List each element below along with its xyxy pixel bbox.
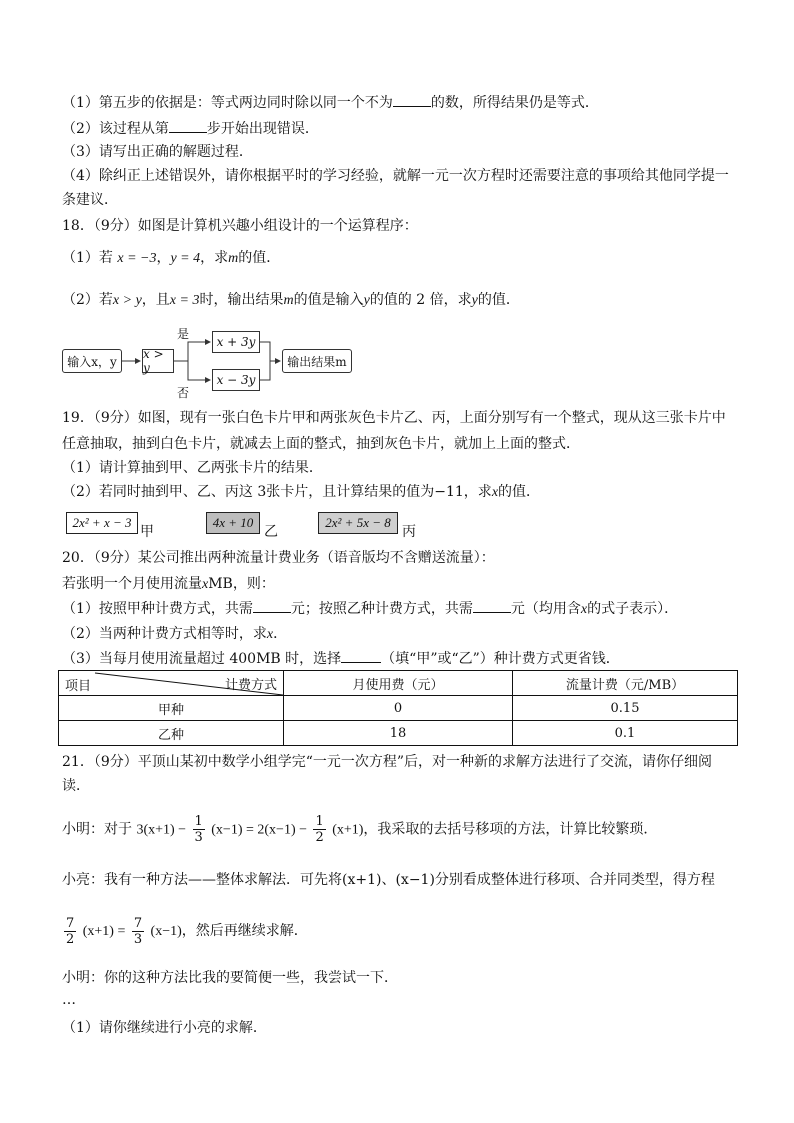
q19-p2-text: （2）若同时抽到甲、乙、丙这 3张卡片，且计算结果的值为−11，求 xyxy=(62,484,492,500)
q20-part3 xyxy=(62,648,620,669)
flow-output-box: 输出结果m xyxy=(282,349,352,373)
flow-yes-label: 是 xyxy=(177,327,190,341)
q18-p2-t6: 的值． xyxy=(477,292,520,308)
fraction-one-third xyxy=(193,814,205,845)
ellipsis: … xyxy=(62,992,76,1008)
q19-p2-end: 的值． xyxy=(498,484,541,500)
q21-heading-cont: 读． xyxy=(62,778,90,794)
row-rate: 0.15 xyxy=(513,696,738,721)
q17-part1 xyxy=(62,92,599,113)
q18-heading: 18．（9分）如图是计算机兴趣小组设计的一个运算程序： xyxy=(62,218,418,234)
table-header-row xyxy=(59,671,738,696)
card-yi: 4x + 10 xyxy=(206,512,260,534)
flow-input-box: 输入x，y xyxy=(62,349,122,373)
answer-blank[interactable] xyxy=(253,598,291,613)
q20-l2-x: x xyxy=(202,577,209,592)
q20-p3-end: （填“甲”或“乙”）种计费方式更省钱． xyxy=(381,651,620,667)
row-fee: 0 xyxy=(284,696,513,721)
q17-part4-cont: 条建议． xyxy=(62,192,118,208)
q17-part1-text: （1）第五步的依据是：等式两边同时除以同一个不为 xyxy=(62,95,393,111)
q20-p3-text: （3）当每月使用流量超过 400MB 时，选择 xyxy=(62,651,342,667)
q19-line2: 任意抽取，抽到白色卡片，就减去上面的整式，抽到灰色卡片，就加上上面的整式． xyxy=(62,436,580,452)
table-row xyxy=(59,696,738,721)
frac-num: 7 xyxy=(133,915,143,931)
q18-part1 xyxy=(62,248,280,269)
q18-p1-text2: ，求 xyxy=(200,250,229,266)
q18-p2-m: m xyxy=(283,293,294,308)
row-rate: 0.1 xyxy=(513,721,738,746)
q18-p2-t3: 时，输出结果 xyxy=(199,292,284,308)
q20-p1-x: x xyxy=(580,602,588,617)
q17-part3: （3）请写出正确的解题过程． xyxy=(62,144,253,160)
q20-line2 xyxy=(62,574,275,595)
q18-p1-m: m xyxy=(228,251,239,266)
row-name: 乙种 xyxy=(59,721,284,746)
q18-p2-t5: 的值的 2 倍，求 xyxy=(369,292,472,308)
answer-blank[interactable] xyxy=(473,598,511,613)
diag-left-label: 项目 xyxy=(65,679,92,694)
table-row xyxy=(59,721,738,746)
xl2-expr1: (x+1) = xyxy=(82,924,126,939)
answer-blank[interactable] xyxy=(169,118,207,133)
xiaoliang-line2 xyxy=(62,914,308,949)
frac-den: 2 xyxy=(66,931,75,947)
diag-right-label: 计费方式 xyxy=(224,678,277,693)
q18-p1-x: x = −3 xyxy=(117,251,157,266)
q18-p2-x: x = 3 xyxy=(169,293,200,308)
col-header-rate: 流量计费（元/MB） xyxy=(513,671,738,696)
q19-p2-x: x xyxy=(491,485,499,500)
q17-part4: （4）除纠正上述错误外，请你根据平时的学习经验，就解一元一次方程时还需要注意的事项给其他同学提一 xyxy=(62,168,729,184)
xm1-expr1: 3(x+1) − xyxy=(136,822,187,838)
q17-part2-text: （2）该过程从第 xyxy=(62,121,169,137)
xl2-end: ，然后再继续求解． xyxy=(181,923,308,939)
flow-no-label: 否 xyxy=(177,386,190,400)
q20-p2-end: ． xyxy=(273,626,288,642)
q21-heading: 21．（9分）平顶山某初中数学小组学完“一元一次方程”后，对一种新的求解方法进行了交流，请你仔细阅 xyxy=(62,754,713,770)
q19-part1: （1）请计算抽到甲、乙两张卡片的结果． xyxy=(62,460,323,476)
program-flowchart xyxy=(62,322,362,402)
q20-heading: 20．（9分）某公司推出两种流量计费业务（语音版均不含赠送流量）： xyxy=(62,550,495,566)
q17-part1-text-end: 的数，所得结果仍是等式． xyxy=(430,95,599,111)
fraction-seven-third xyxy=(132,916,144,947)
frac-den: 2 xyxy=(315,830,324,845)
flow-bottom-formula: x − 3y xyxy=(212,369,260,391)
xiaoming-line1 xyxy=(62,814,657,846)
q18-p2-y: y xyxy=(363,293,370,308)
xiaoliang-line1: 小亮：我有一种方法——整体求解法．可先将(x+1)、(x−1)分别看成整体进行移项、合并同类型，得方程 xyxy=(62,872,715,888)
q18-p2-y2: y xyxy=(471,293,478,308)
billing-table xyxy=(58,670,738,746)
q19-line1: 19．（9分）如图，现有一张白色卡片甲和两张灰色卡片乙、丙，上面分别写有一个整式，现从这三张卡片中 xyxy=(62,410,726,426)
q20-l2-text: 若张明一个月使用流量 xyxy=(62,576,202,592)
frac-den: 3 xyxy=(133,931,143,947)
q20-p2-x: x xyxy=(266,627,274,642)
col-header-fee: 月使用费（元） xyxy=(284,671,513,696)
q20-p1-end: 的式子表示）． xyxy=(587,601,679,617)
fraction-one-half xyxy=(313,814,325,845)
xiaoming-line2: 小明：你的这种方法比我的要简便一些，我尝试一下． xyxy=(62,970,398,986)
frac-num: 7 xyxy=(66,915,75,931)
q19-part2 xyxy=(62,482,540,503)
q17-part2 xyxy=(62,118,319,139)
frac-num: 1 xyxy=(194,814,203,829)
q20-p1-text2: 元；按照乙种计费方式，共需 xyxy=(290,601,473,617)
q17-part2-text-end: 步开始出现错误． xyxy=(206,121,319,137)
q18-p1-text3: 的值． xyxy=(238,250,281,266)
q18-p2-cond: x > y xyxy=(112,293,142,308)
q20-p1-text: （1）按照甲种计费方式，共需 xyxy=(62,601,253,617)
q18-p1-comma: ， xyxy=(156,250,171,266)
answer-blank[interactable] xyxy=(341,648,381,663)
q20-part2 xyxy=(62,624,287,645)
answer-blank[interactable] xyxy=(393,92,431,107)
row-fee: 18 xyxy=(284,721,513,746)
q20-p1-text3: 元（均用含 xyxy=(510,601,581,617)
q20-part1 xyxy=(62,598,678,620)
xm1-end: ，我采取的去括号移项的方法，计算比较繁琐． xyxy=(363,821,658,838)
fraction-seven-half xyxy=(64,916,76,947)
q18-p2-t2: ，且 xyxy=(141,292,170,308)
xl2-expr2: (x−1) xyxy=(150,924,182,939)
xm1-text: 小明：对于 xyxy=(62,821,132,838)
flow-condition-box: x > y xyxy=(142,349,174,373)
xm1-expr3: (x+1) xyxy=(332,822,364,838)
q18-p1-y: y = 4 xyxy=(170,251,201,266)
q20-l2-end: MB，则： xyxy=(208,576,275,592)
flow-top-formula: x + 3y xyxy=(212,331,260,353)
xm1-expr2: (x−1) = 2(x−1) − xyxy=(211,822,307,838)
card-jia: 2x² + x − 3 xyxy=(66,512,138,534)
q18-p1-text: （1）若 xyxy=(62,250,118,266)
diagonal-header-cell xyxy=(59,671,284,696)
q21-part1: （1）请你继续进行小亮的求解． xyxy=(62,1020,267,1036)
q18-part2 xyxy=(62,290,520,311)
frac-num: 1 xyxy=(315,814,324,829)
card-bing: 2x² + 5x − 8 xyxy=(318,512,398,534)
frac-den: 3 xyxy=(194,830,203,845)
row-name: 甲种 xyxy=(59,696,284,721)
q18-p2-t4: 的值是输入 xyxy=(293,292,364,308)
card-jia-label: 甲 xyxy=(140,524,154,540)
q18-p2-t1: （2）若 xyxy=(62,292,113,308)
card-yi-label: 乙 xyxy=(264,524,278,540)
card-bing-label: 丙 xyxy=(402,524,416,540)
q20-p2-text: （2）当两种计费方式相等时，求 xyxy=(62,626,267,642)
